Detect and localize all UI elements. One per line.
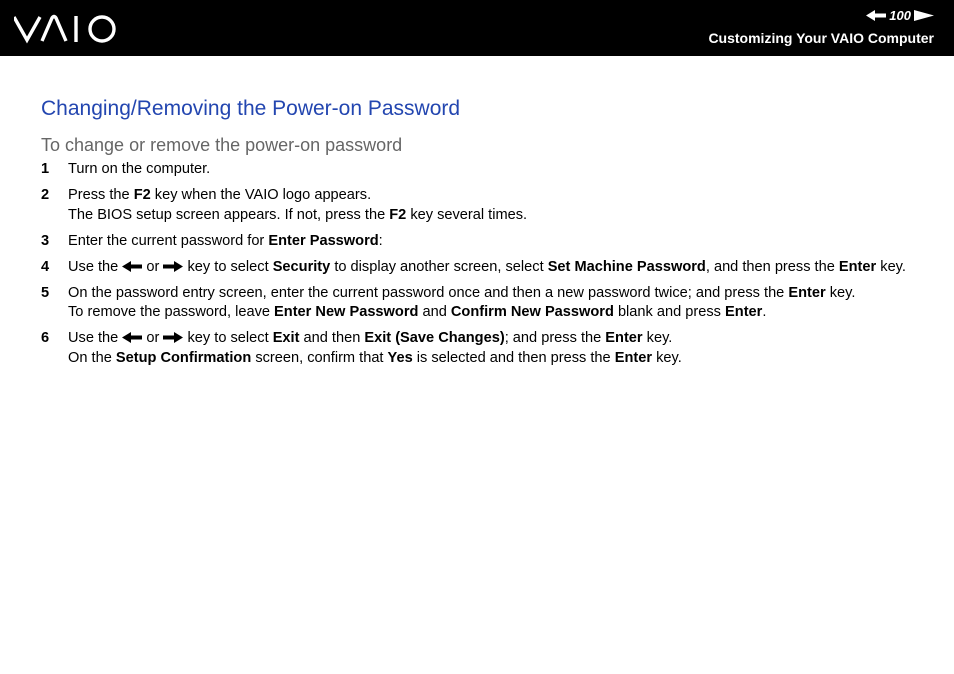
step-text-run: screen, confirm that xyxy=(251,349,388,366)
step-number: 4 xyxy=(41,258,50,275)
main-content xyxy=(41,95,921,375)
step-text xyxy=(68,329,921,368)
step-text-run: is selected and then press the xyxy=(412,349,615,366)
left-arrow-key-icon xyxy=(122,261,142,272)
step-text xyxy=(68,258,921,278)
step-text-run: ; and press the xyxy=(504,330,606,346)
next-page-arrow-icon[interactable] xyxy=(914,10,934,21)
step-text-run: , and then press the xyxy=(705,258,839,275)
step-5 xyxy=(41,284,921,323)
step-1 xyxy=(41,160,921,180)
step-text-run: key to select xyxy=(183,258,273,275)
step-text-run: key. xyxy=(876,258,906,275)
key-name: Enter xyxy=(605,330,643,346)
step-6 xyxy=(41,329,921,368)
step-text xyxy=(68,232,921,252)
step-text-run: and xyxy=(418,304,451,320)
step-text-run: to display another screen, select xyxy=(330,258,548,275)
right-arrow-key-icon xyxy=(163,261,183,272)
steps-list xyxy=(41,160,921,368)
step-text-run: key. xyxy=(642,330,673,346)
step-text-run: Use the xyxy=(68,258,123,275)
step-text-run: The BIOS setup screen appears. If not, press the xyxy=(68,206,390,223)
key-name: F2 xyxy=(133,187,151,203)
key-name: Enter xyxy=(788,284,826,301)
page-navigation xyxy=(866,7,934,23)
step-text-run: key. xyxy=(825,284,856,301)
option-name: Yes xyxy=(387,349,413,366)
step-number: 1 xyxy=(41,161,50,177)
menu-name: Exit xyxy=(272,330,300,346)
step-text xyxy=(68,284,921,323)
step-text-run: : xyxy=(378,232,383,249)
procedure-heading: To change or remove the power-on password xyxy=(41,135,403,155)
step-text-run: Turn on the computer. xyxy=(68,161,211,177)
step-4 xyxy=(41,258,921,278)
menu-name: Security xyxy=(272,258,331,275)
menu-name: Set Machine Password xyxy=(547,258,706,275)
step-text-run: or xyxy=(142,258,164,275)
step-text-run: Use the xyxy=(68,330,123,346)
section-title: Customizing Your VAIO Computer xyxy=(708,30,934,46)
page-title: Changing/Removing the Power-on Password xyxy=(41,97,461,120)
step-text-run: key several times. xyxy=(406,206,528,223)
step-text-run: key when the VAIO logo appears. xyxy=(150,187,372,203)
step-text-run: and then xyxy=(299,330,365,346)
step-text-run: To remove the password, leave xyxy=(68,304,275,320)
key-name: Enter xyxy=(614,349,653,366)
screen-name: Setup Confirmation xyxy=(115,349,252,366)
key-name: Enter xyxy=(838,258,877,275)
field-name: Confirm New Password xyxy=(450,304,614,320)
step-number: 5 xyxy=(41,284,50,301)
step-2 xyxy=(41,186,921,225)
left-arrow-key-icon xyxy=(122,332,142,343)
field-name: Enter Password xyxy=(268,232,379,249)
menu-name: Exit (Save Changes) xyxy=(364,330,505,346)
step-text-run: . xyxy=(762,304,767,320)
step-text-run: or xyxy=(142,330,164,346)
prev-page-arrow-icon[interactable] xyxy=(866,10,886,21)
step-3 xyxy=(41,232,921,252)
page-number: 100 xyxy=(889,7,911,23)
key-name: Enter xyxy=(725,304,763,320)
step-text-run: Press the xyxy=(68,187,134,203)
header-bar xyxy=(0,0,954,56)
step-text-run: blank and press xyxy=(613,304,726,320)
key-name: F2 xyxy=(389,206,407,223)
step-text xyxy=(68,186,921,225)
step-number: 2 xyxy=(41,187,50,203)
step-text-run: key. xyxy=(652,349,682,366)
step-text-run: Enter the current password for xyxy=(68,232,269,249)
step-number: 6 xyxy=(41,330,50,346)
vaio-logo xyxy=(14,14,120,44)
step-text-run: key to select xyxy=(183,330,273,346)
step-number: 3 xyxy=(41,232,50,249)
step-text-run: On the xyxy=(68,349,116,366)
step-text-run: On the password entry screen, enter the current password once and then a new password twice; and press the xyxy=(68,284,789,301)
right-arrow-key-icon xyxy=(163,332,183,343)
field-name: Enter New Password xyxy=(274,304,419,320)
step-text xyxy=(68,160,921,180)
